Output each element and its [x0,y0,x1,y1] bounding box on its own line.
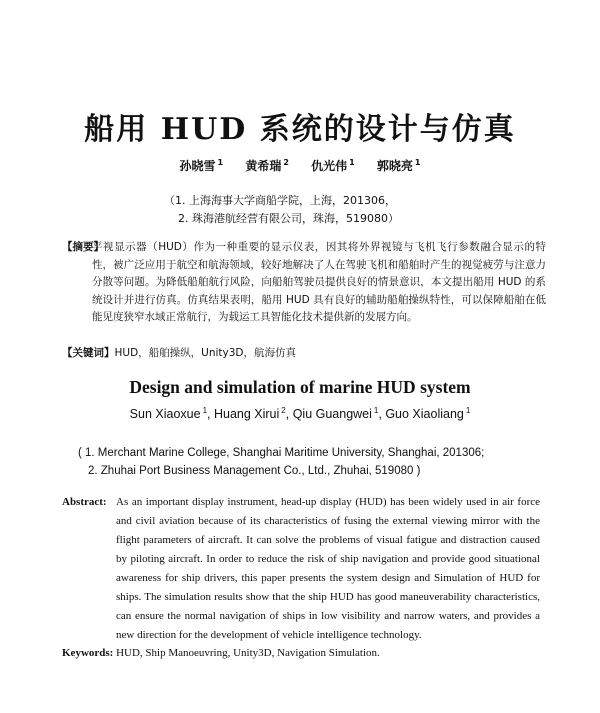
chinese-affiliation-line: 2. 珠海港航经营有限公司，珠海，519080） [178,212,399,225]
chinese-keywords-text: HUD，船舶操纵，Unity3D，航海仿真 [114,347,297,359]
english-author: Qiu Guangwei $^1$, [292,406,386,422]
english-affiliations [78,444,484,480]
chinese-abstract-label: 【摘要】 [62,241,104,253]
english-affiliation-line: ( 1. Merchant Marine College, Shanghai Maritime University, Shanghai, 201306; [78,447,485,459]
chinese-author: 仇光伟 $^1$ [311,158,355,173]
chinese-author: 黄希瑞 $^2$ [245,158,289,173]
chinese-affiliation-line: （1. 上海海事大学商船学院，上海，201306， [164,194,396,207]
chinese-author: 孙晓雪 $^1$ [179,158,224,173]
chinese-abstract [62,239,546,327]
english-abstract-text: As an important display instrument, head-up display (HUD) has been widely used in air force and civil aviation because of its characteristics of fusing the external viewing mirror with the flight parameters of aircraft. It can solve the problems of visual fatigue and distraction caused by piloting aircraft. In order to reduce the risk of ship navigation and provide good situational awareness for ship drivers, this paper presents the system design and Simulation of HUD for ships. The simulation results show that the ship HUD has good maneuverability characteristics, can ensure the normal navigation of ships in low visibility and narrow waters, and provides a new direction for the development of vehicle intelligence technology. [116,496,540,641]
english-authors [0,406,600,421]
chinese-keywords-label: 【关键词】 [62,347,115,359]
chinese-affiliations [164,192,399,228]
english-author: Guo Xiaoliang $^1$ [385,406,471,422]
english-author: Huang Xirui $^2$, [213,406,293,422]
english-abstract [62,493,540,645]
chinese-author: 郭晓亮 $^1$ [376,158,421,173]
chinese-title: 船用 HUD 系统的设计与仿真 [84,112,516,147]
chinese-keywords [62,345,296,360]
english-keywords [62,647,380,659]
english-author: Sun Xiaoxue $^1$, [129,406,214,422]
english-affiliation-line: 2. Zhuhai Port Business Management Co., Ltd., Zhuhai, 519080 ) [88,465,421,477]
english-keywords-label: Keywords: [62,647,114,659]
english-abstract-label: Abstract: [62,496,107,508]
chinese-abstract-text: 平视显示器（HUD）作为一种重要的显示仪表，因其将外界视镜与飞机飞行参数融合显示的特性，被广泛应用于航空和航海领域，较好地解决了人在驾驶飞机和船舶时产生的视觉疲劳与注意力分散等问题。为降低船舶航行风险，向船舶驾驶员提供良好的情景意识，本文提出船用 HUD 的系统设计并进行仿真。仿真结果表明，船用 HUD 具有良好的辅助船舶操纵特性，可以保障船舶在低能见度狭窄水域正常航行，为载运工具智能化技术提供新的发展方向。 [92,241,546,323]
english-title: Design and simulation of marine HUD system [129,377,471,397]
chinese-authors [0,157,600,174]
english-keywords-text: HUD, Ship Manoeuvring, Unity3D, Navigation Simulation. [116,647,380,659]
